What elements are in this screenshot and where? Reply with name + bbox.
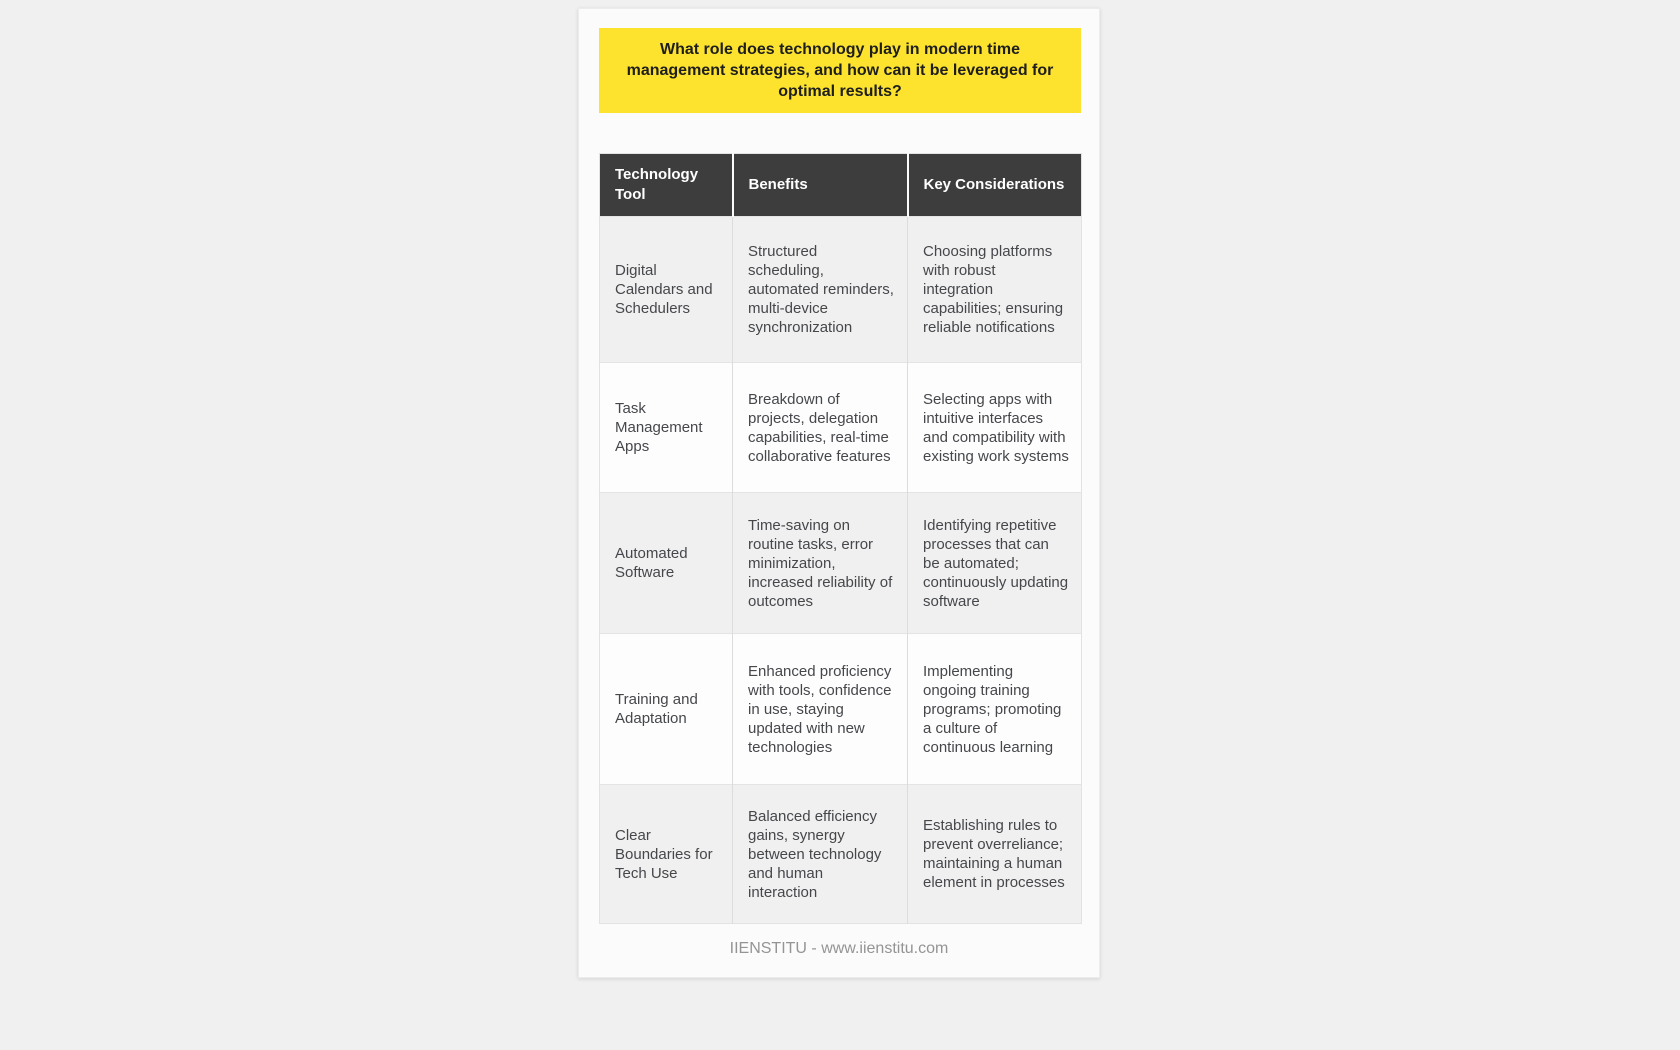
table-row: [600, 634, 1082, 785]
document-card: [578, 8, 1100, 978]
table-row: [600, 217, 1082, 363]
cell-benefits: Structured scheduling, automated reminders, multi-device synchronization: [733, 217, 908, 363]
cell-considerations: Implementing ongoing training programs; promoting a culture of continuous learning: [908, 634, 1082, 785]
cell-tool: Digital Calendars and Schedulers: [615, 262, 713, 317]
cell-tool: Training and Adaptation: [615, 691, 698, 727]
column-header-benefits: Benefits: [733, 154, 908, 217]
cell-tool: Clear Boundaries for Tech Use: [615, 826, 713, 882]
question-text: What role does technology play in modern time management strategies, and how can it be leveraged for optimal results?: [626, 41, 1054, 100]
technology-comparison-table: [599, 153, 1082, 924]
cell-tool: Automated Software: [615, 545, 688, 581]
table-header-row: [600, 154, 1082, 217]
cell-considerations: Establishing rules to prevent overreliance; maintaining a human element in processes: [908, 785, 1082, 924]
cell-considerations: Identifying repetitive processes that can be automated; continuously updating software: [908, 493, 1082, 634]
table-row: [600, 363, 1082, 493]
footer-attribution: IIENSTITU - www.iienstitu.com: [729, 940, 949, 957]
cell-benefits: Time-saving on routine tasks, error minimization, increased reliability of outcomes: [733, 493, 908, 634]
table-row: [600, 785, 1082, 924]
cell-considerations: Selecting apps with intuitive interfaces and compatibility with existing work systems: [908, 363, 1082, 493]
cell-benefits: Balanced efficiency gains, synergy between technology and human interaction: [733, 785, 908, 924]
question-banner: [599, 28, 1081, 113]
table-row: [600, 493, 1082, 634]
column-header-technology-tool: Technology Tool: [600, 154, 733, 217]
column-header-key-considerations: Key Considerations: [908, 154, 1082, 217]
cell-benefits: Enhanced proficiency with tools, confidence in use, staying updated with new technologies: [733, 634, 908, 785]
cell-benefits: Breakdown of projects, delegation capabilities, real-time collaborative features: [733, 363, 908, 493]
cell-tool: Task Management Apps: [615, 400, 703, 455]
cell-considerations: Choosing platforms with robust integration capabilities; ensuring reliable notifications: [908, 217, 1082, 363]
